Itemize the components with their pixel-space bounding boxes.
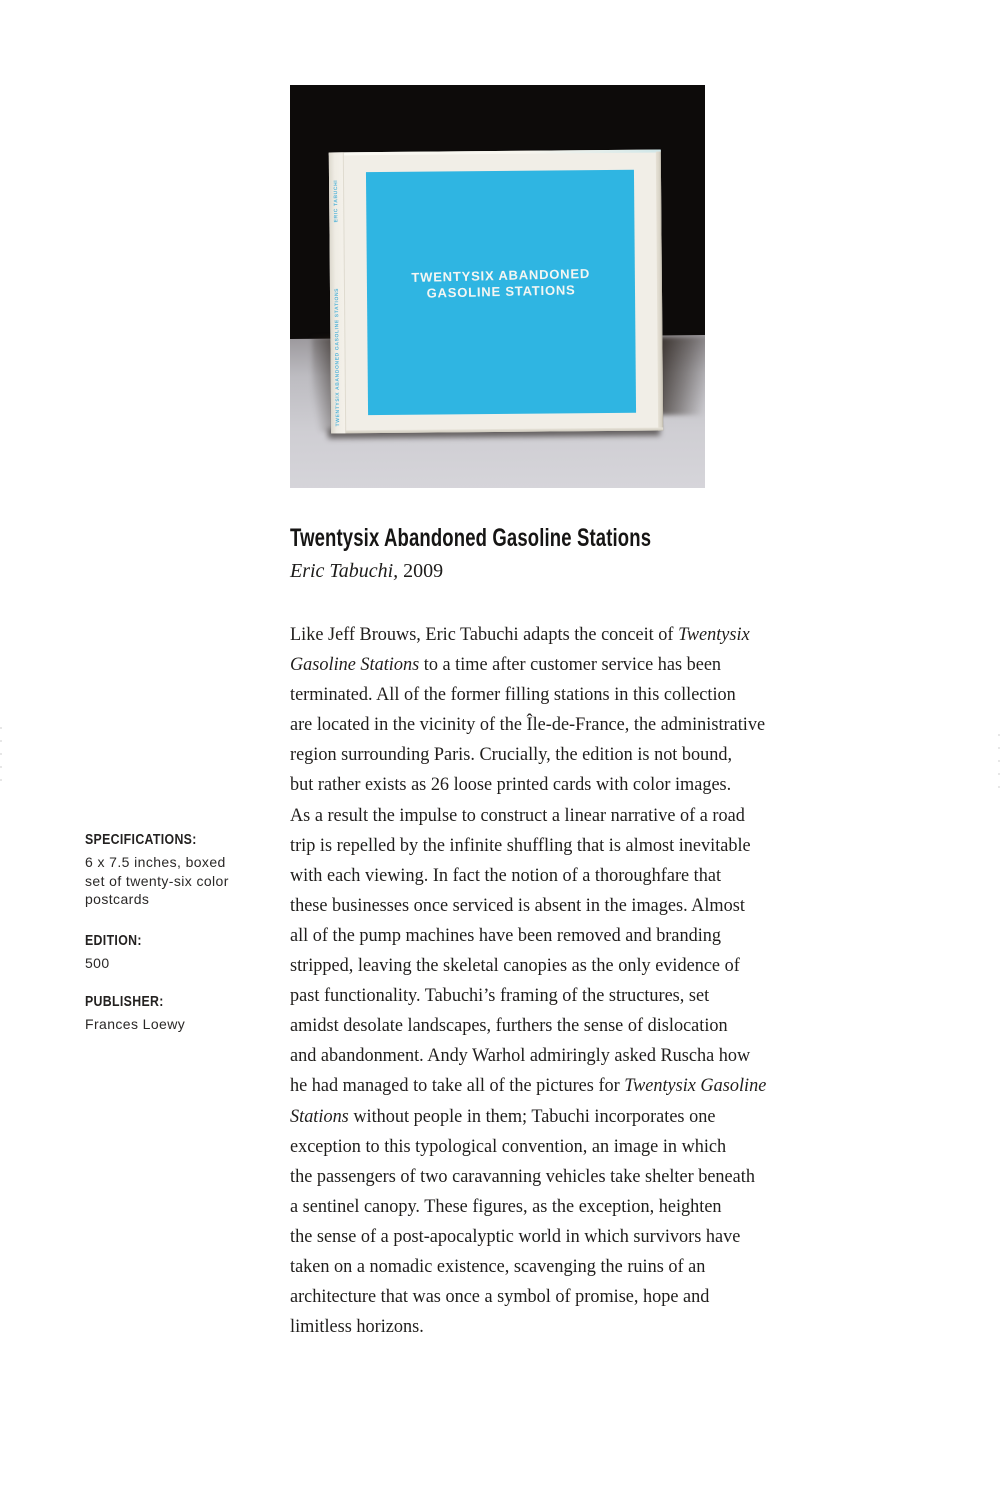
byline — [290, 560, 443, 583]
body-line: stripped, leaving the skeletal canopies as the only evidence of — [290, 955, 740, 977]
body-line: with each viewing. In fact the notion of a thoroughfare that — [290, 864, 722, 886]
publisher-section — [85, 994, 185, 1034]
body-text — [290, 620, 766, 1342]
body-line: trip is repelled by the infinite shuffling that is almost inevitable — [290, 834, 751, 856]
specifications-line: set of twenty-six color — [85, 872, 229, 889]
body-line: As a result the impulse to construct a linear narrative of a road — [290, 804, 745, 826]
book-cover-panel — [366, 170, 636, 415]
specifications-label: SPECIFICATIONS: — [85, 832, 197, 848]
body-line: terminated. All of the former filling stations in this collection — [290, 684, 736, 706]
byline-author: Eric Tabuchi, — [290, 560, 399, 582]
specifications-line: postcards — [85, 891, 150, 908]
book-right-edge — [656, 152, 663, 431]
book-top-edge — [329, 150, 661, 156]
body-line: a sentinel canopy. These figures, as the exception, heighten — [290, 1195, 722, 1217]
body-line: these businesses once serviced is absent in the images. Almost — [290, 894, 745, 916]
body-line: are located in the vicinity of the Île-de-France, the administrative — [290, 714, 766, 736]
book-box — [329, 150, 663, 434]
body-line: Gasoline Stations to a time after customer service has been — [290, 654, 722, 676]
edition-section — [85, 933, 152, 973]
body-line: Like Jeff Brouws, Eric Tabuchi adapts the conceit of Twentysix — [290, 624, 750, 645]
cover-title — [367, 265, 636, 303]
cover-title-line2: GASOLINE STATIONS — [426, 282, 576, 301]
body-line: limitless horizons. — [290, 1316, 424, 1338]
book-shadow-right — [658, 337, 705, 415]
body-line: but rather exists as 26 loose printed cards with color images. — [290, 774, 732, 796]
specifications-section — [85, 832, 229, 909]
spine-title-text: TWENTYSIX ABANDONED GASOLINE STATIONS — [333, 287, 342, 427]
specifications-line: 6 x 7.5 inches, boxed — [85, 854, 226, 870]
cover-title-line1: TWENTYSIX ABANDONED — [411, 265, 591, 285]
byline-year: 2009 — [398, 560, 444, 582]
body-line: amidst desolate landscapes, furthers the sense of dislocation — [290, 1015, 728, 1037]
body-line: he had managed to take all of the pictures for Twentysix Gasoline — [290, 1075, 767, 1097]
book-spine — [329, 152, 346, 433]
body-line: the sense of a post-apocalyptic world in which survivors have — [290, 1225, 741, 1247]
publisher-value: Frances Loewy — [85, 1016, 186, 1032]
edition-value: 500 — [85, 955, 110, 971]
body-line: exception to this typological convention, an image in which — [290, 1135, 727, 1157]
spine-author-text: ERIC TABUCHI — [333, 179, 340, 223]
edition-label: EDITION: — [85, 933, 142, 949]
publisher-label: PUBLISHER: — [85, 994, 164, 1010]
page-title-text: Twentysix Abandoned Gasoline Stations — [290, 524, 652, 552]
body-line: region surrounding Paris. Crucially, the edition is not bound, — [290, 744, 733, 766]
product-photo — [290, 85, 705, 488]
body-line: Stations without people in them; Tabuchi incorporates one — [290, 1105, 716, 1127]
body-line: all of the pump machines have been removed and branding — [290, 924, 722, 946]
body-line: and abandonment. Andy Warhol admiringly asked Ruscha how — [290, 1045, 751, 1067]
left-edge-marks — [0, 727, 2, 789]
body-line: taken on a nomadic existence, scavenging the ruins of an — [290, 1255, 706, 1277]
body-line: the passengers of two caravanning vehicles take shelter beneath — [290, 1165, 755, 1187]
page-title — [290, 524, 778, 553]
body-line: past functionality. Tabuchi’s framing of the structures, set — [290, 985, 710, 1007]
body-line: architecture that was once a symbol of promise, hope and — [290, 1286, 710, 1308]
